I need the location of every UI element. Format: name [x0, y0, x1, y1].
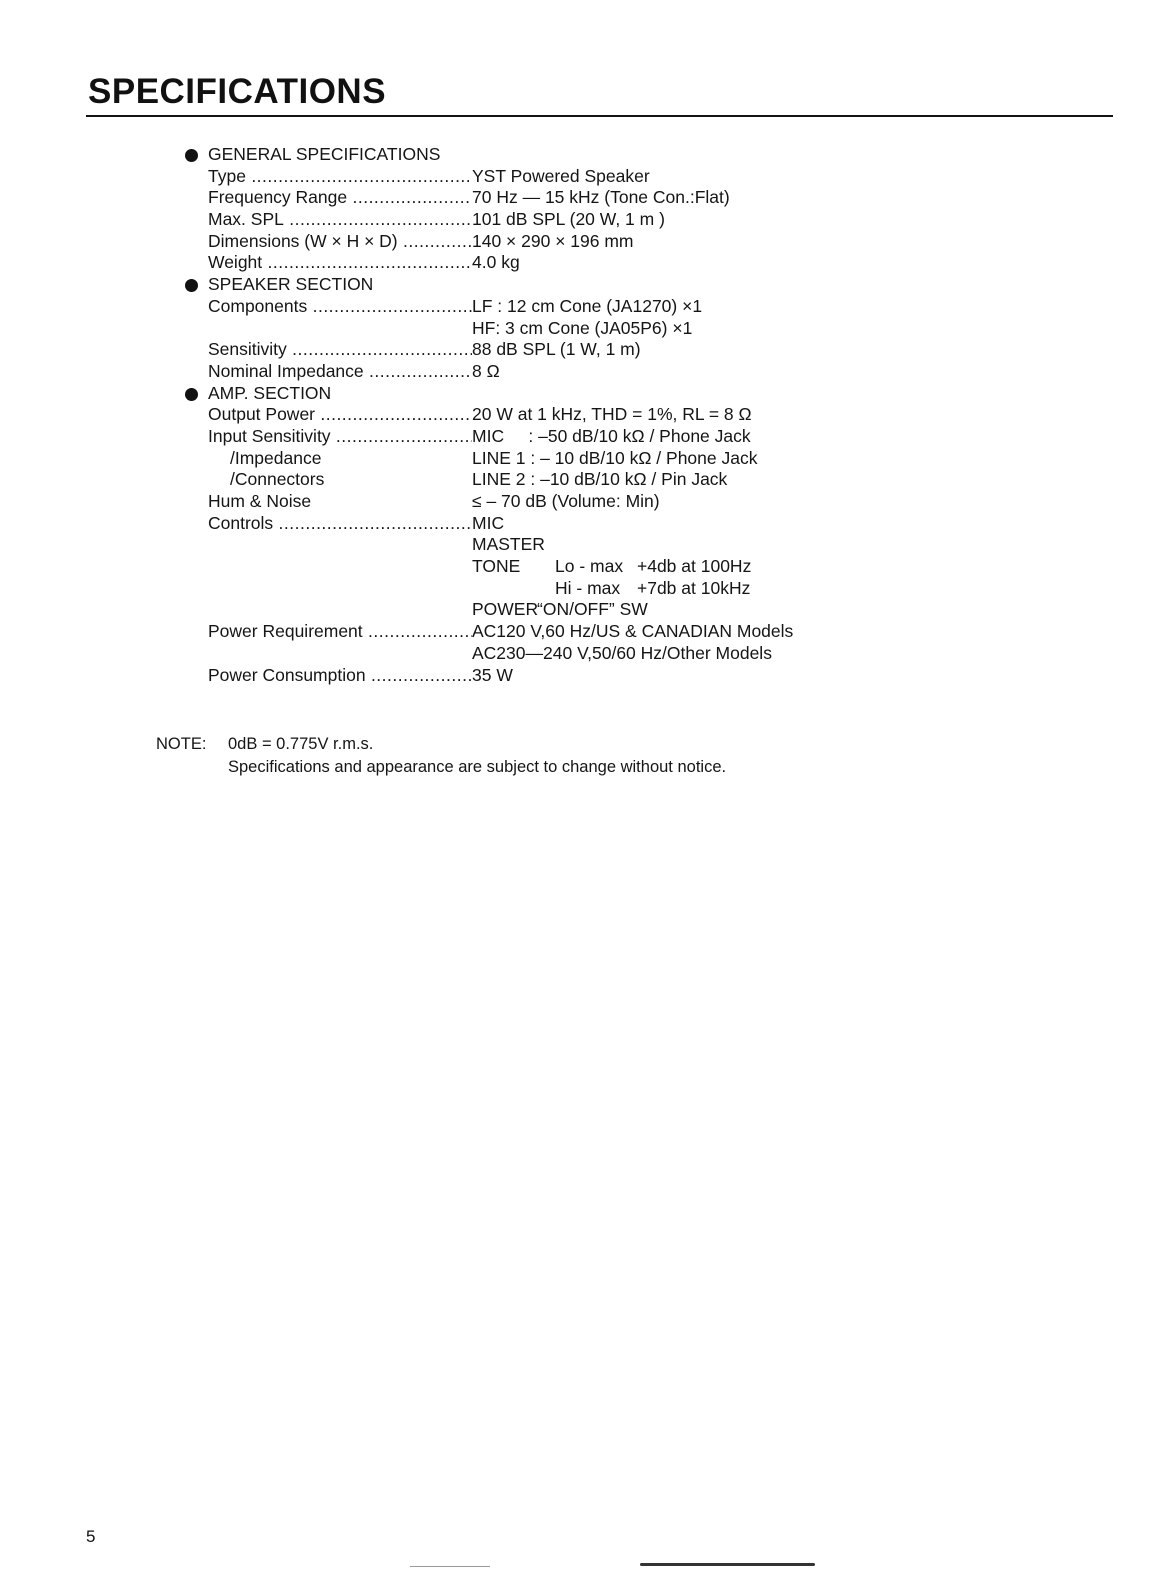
- output-power-value: 20 W at 1 kHz, THD = 1%, RL = 8 Ω: [472, 404, 752, 425]
- spec-row-power-requirement: [185, 621, 885, 643]
- weight-value: 4.0 kg: [472, 252, 520, 273]
- output-power-label: Output Power .....: [208, 404, 472, 426]
- spec-row-impedance: [185, 361, 885, 383]
- sensitivity-label: Sensitivity .....: [208, 339, 472, 361]
- bullet-icon: [185, 279, 198, 292]
- power-consumption-label: Power Consumption .....: [208, 665, 472, 687]
- controls-tone: TONE: [472, 556, 521, 577]
- spec-row-controls-tone-hi: [185, 578, 885, 600]
- components-hf-value: HF: 3 cm Cone (JA05P6) ×1: [472, 317, 693, 338]
- tone-hi-label: Hi - max: [555, 577, 621, 598]
- general-heading-row: [185, 144, 885, 166]
- controls-power: POWER: [472, 599, 539, 620]
- type-label: Type .....: [208, 166, 472, 188]
- spec-row-max-spl: [185, 209, 885, 231]
- speaker-heading-row: [185, 274, 885, 296]
- hum-noise-label: Hum & Noise: [208, 491, 312, 511]
- controls-mic: MIC: [472, 512, 505, 533]
- input-line1-value: LINE 1 : – 10 dB/10 kΩ / Phone Jack: [472, 447, 758, 468]
- controls-master: MASTER: [472, 534, 545, 555]
- max-spl-label: Max. SPL .....: [208, 209, 472, 231]
- amp-heading: AMP. SECTION: [208, 382, 332, 403]
- impedance-value: 8 Ω: [472, 360, 500, 381]
- controls-label: Controls .....: [208, 513, 472, 535]
- tone-hi-value: +7db at 10kHz: [637, 577, 751, 598]
- spec-row-components-hf: [185, 318, 885, 340]
- controls-power-value: “ON/OFF” SW: [537, 599, 648, 620]
- components-label: Components .....: [208, 296, 472, 318]
- dimensions-label: Dimensions (W × H × D) .....: [208, 231, 472, 253]
- input-mic-value: MIC : –50 dB/10 kΩ / Phone Jack: [472, 425, 751, 446]
- power-consumption-value: 35 W: [472, 664, 513, 685]
- tone-lo-value: +4db at 100Hz: [637, 556, 752, 577]
- amp-heading-row: [185, 383, 885, 405]
- spec-row-dimensions: [185, 231, 885, 253]
- spec-row-frequency: [185, 187, 885, 209]
- title-underline: [86, 115, 1113, 117]
- note-label: NOTE:: [156, 735, 207, 753]
- spec-row-components: [185, 296, 885, 318]
- spec-row-input-sensitivity: [185, 426, 885, 448]
- spec-row-controls: [185, 513, 885, 535]
- bullet-icon: [185, 388, 198, 401]
- bullet-icon: [185, 149, 198, 162]
- weight-label: Weight .....: [208, 252, 472, 274]
- type-value: YST Powered Speaker: [472, 165, 650, 186]
- power-requirement-label: Power Requirement .....: [208, 621, 472, 643]
- spec-row-weight: [185, 252, 885, 274]
- input-sensitivity-label: Input Sensitivity .....: [208, 426, 472, 448]
- note-disclaimer: Specifications and appearance are subject to change without notice.: [228, 758, 727, 776]
- spec-row-controls-power: [185, 599, 885, 621]
- spec-row-power-consumption: [185, 665, 885, 687]
- speaker-heading: SPEAKER SECTION: [208, 274, 374, 295]
- frequency-label: Frequency Range .....: [208, 187, 472, 209]
- spec-row-sensitivity: [185, 339, 885, 361]
- spec-row-power-requirement-other: [185, 643, 885, 665]
- spec-row-type: [185, 166, 885, 188]
- page-number: 5: [86, 1527, 96, 1546]
- connectors-sub-label: /Connectors: [230, 469, 325, 490]
- note-reference-level: 0dB = 0.775V r.m.s.: [228, 735, 374, 753]
- spec-row-input-connectors: [185, 469, 885, 491]
- power-requirement-us: AC120 V,60 Hz/US & CANADIAN Models: [472, 621, 794, 642]
- power-requirement-other: AC230—240 V,50/60 Hz/Other Models: [472, 642, 772, 663]
- spec-row-hum-noise: [185, 491, 885, 513]
- specifications-list: [185, 144, 885, 686]
- general-heading: GENERAL SPECIFICATIONS: [208, 144, 441, 164]
- dimensions-value: 140 × 290 × 196 mm: [472, 230, 634, 251]
- tone-lo-label: Lo - max: [555, 556, 624, 577]
- hum-noise-value: ≤ – 70 dB (Volume: Min): [472, 491, 660, 511]
- spec-row-input-impedance: [185, 448, 885, 470]
- spec-row-controls-tone: [185, 556, 885, 578]
- components-lf-value: LF : 12 cm Cone (JA1270) ×1: [472, 295, 703, 316]
- frequency-value: 70 Hz — 15 kHz (Tone Con.:Flat): [472, 187, 730, 208]
- sensitivity-value: 88 dB SPL (1 W, 1 m): [472, 339, 641, 360]
- spec-row-controls-master: [185, 534, 885, 556]
- max-spl-value: 101 dB SPL (20 W, 1 m ): [472, 209, 665, 230]
- scan-artifact: [640, 1563, 815, 1566]
- input-line2-value: LINE 2 : –10 dB/10 kΩ / Pin Jack: [472, 469, 728, 490]
- impedance-label: Nominal Impedance .....: [208, 361, 472, 383]
- impedance-sub-label: /Impedance: [230, 447, 322, 468]
- scan-artifact: [410, 1566, 490, 1567]
- page-title: SPECIFICATIONS: [88, 72, 387, 111]
- spec-row-output-power: [185, 404, 885, 426]
